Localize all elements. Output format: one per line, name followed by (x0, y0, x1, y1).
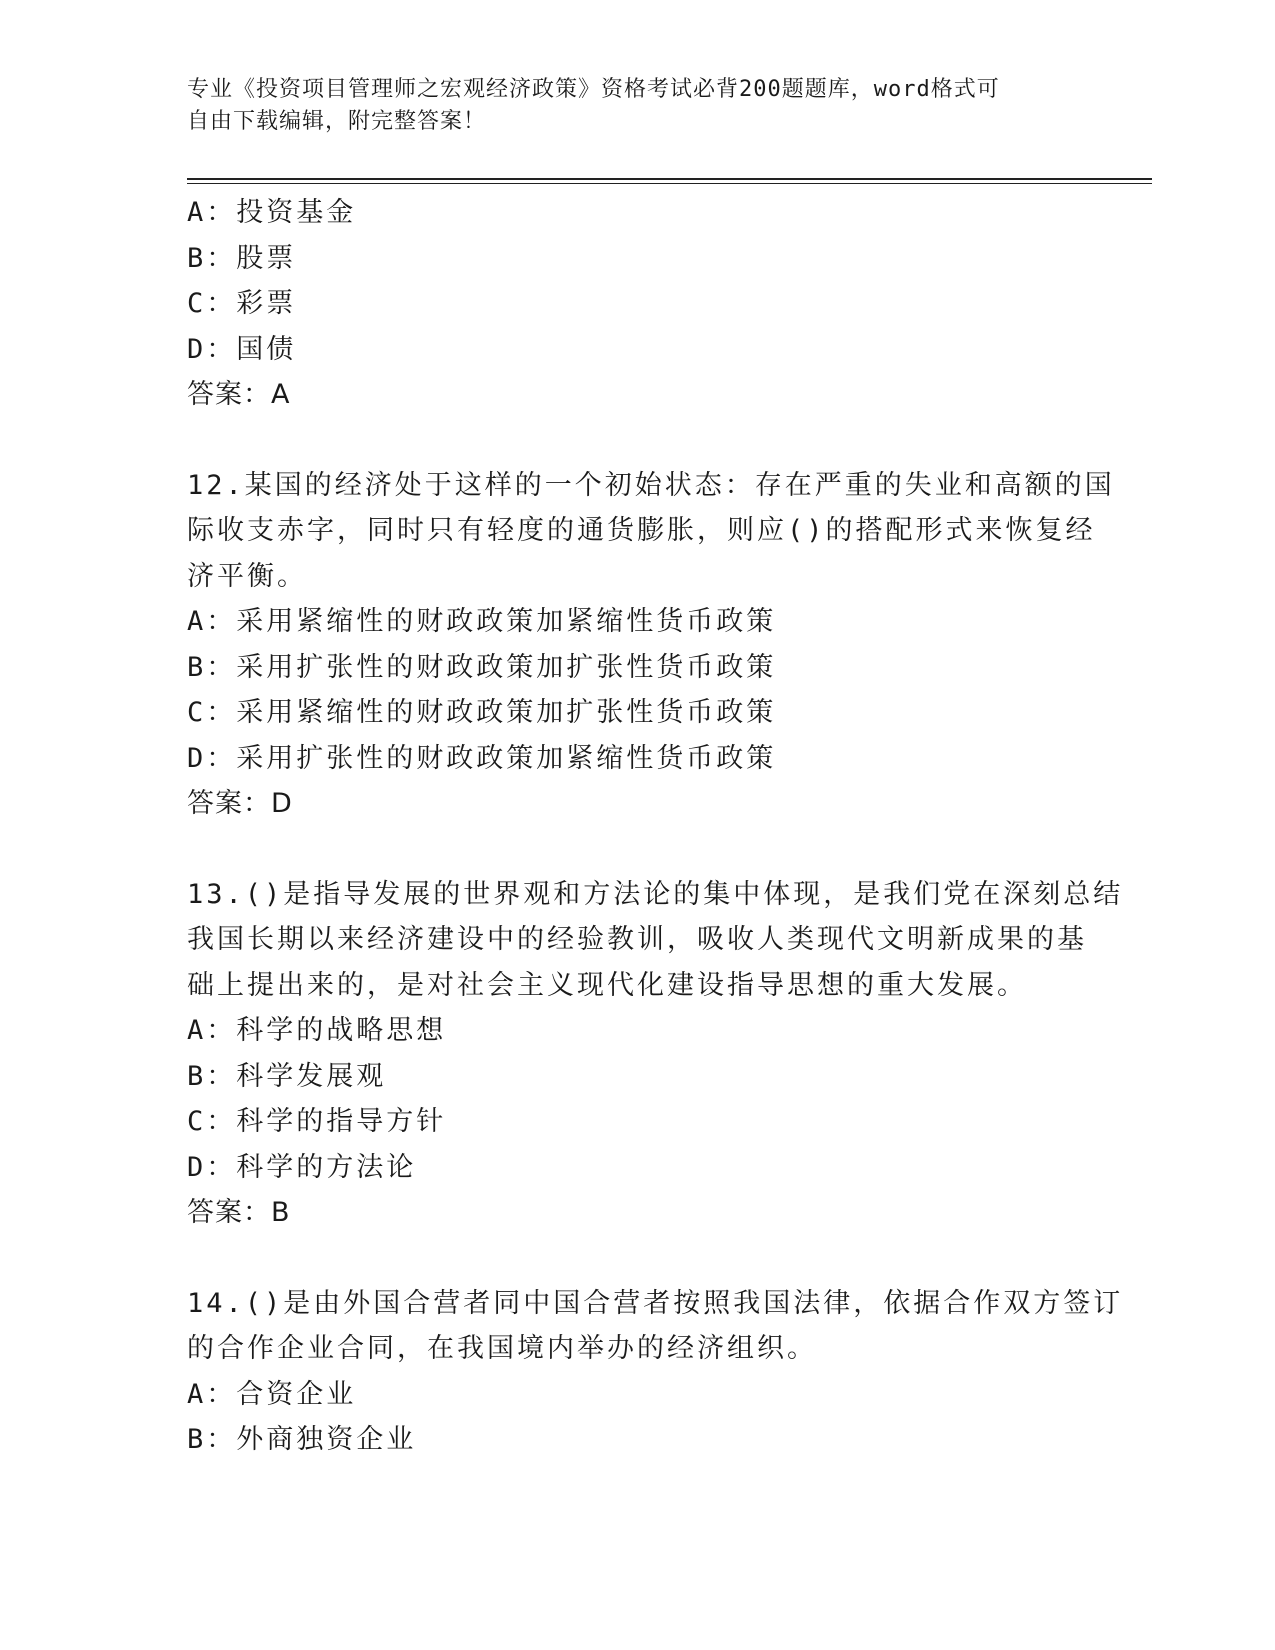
option-a: A：合资企业 (187, 1378, 357, 1410)
option-c: C：彩票 (187, 288, 297, 319)
answer: 答案：A (187, 379, 291, 410)
stem-line: 14.()是由外国合营者同中国合营者按照我国法律，依据合作双方签订 (187, 1287, 1124, 1319)
question-stem (187, 463, 1115, 600)
option-a: A：科学的战略思想 (187, 1015, 447, 1046)
answer: 答案：D (187, 788, 293, 819)
stem-line: 际收支赤字，同时只有轻度的通货膨胀，则应()的搭配形式来恢复经 (187, 515, 1096, 546)
stem-line: 我国长期以来经济建设中的经验教训，吸收人类现代文明新成果的基 (187, 924, 1087, 955)
option-b: B：股票 (187, 242, 297, 274)
question-stem (187, 1281, 1124, 1372)
header-rule-thick (187, 178, 1152, 180)
option-b: B：科学发展观 (187, 1060, 387, 1092)
option-a: A：采用紧缩性的财政政策加紧缩性货币政策 (187, 606, 777, 637)
option-d: D：采用扩张性的财政政策加紧缩性货币政策 (187, 742, 777, 774)
question-11 (187, 190, 1087, 418)
option-b: B：外商独资企业 (187, 1424, 417, 1455)
header-rule-thin (187, 183, 1152, 184)
header-line-1: 专业《投资项目管理师之宏观经济政策》资格考试必背200题题库，word格式可 (187, 77, 1000, 102)
stem-line: 济平衡。 (187, 560, 307, 592)
question-stem (187, 872, 1124, 1009)
option-c: C：科学的指导方针 (187, 1106, 447, 1137)
stem-line: 础上提出来的，是对社会主义现代化建设指导思想的重大发展。 (187, 969, 1027, 1001)
question-13 (187, 872, 1124, 1236)
question-12 (187, 463, 1115, 827)
option-d: D：科学的方法论 (187, 1151, 417, 1183)
answer: 答案：B (187, 1197, 291, 1228)
stem-line: 的合作企业合同，在我国境内举办的经济组织。 (187, 1333, 817, 1364)
header-line-2: 自由下载编辑，附完整答案！ (187, 109, 487, 134)
stem-line: 12.某国的经济处于这样的一个初始状态：存在严重的失业和高额的国 (187, 469, 1115, 501)
question-list (187, 190, 1124, 1463)
document-header (187, 74, 1077, 138)
stem-line: 13.()是指导发展的世界观和方法论的集中体现，是我们党在深刻总结 (187, 878, 1124, 910)
option-b: B：采用扩张性的财政政策加扩张性货币政策 (187, 651, 777, 683)
option-a: A：投资基金 (187, 197, 357, 228)
option-d: D：国债 (187, 333, 297, 365)
question-14 (187, 1281, 1124, 1463)
option-c: C：采用紧缩性的财政政策加扩张性货币政策 (187, 697, 777, 728)
